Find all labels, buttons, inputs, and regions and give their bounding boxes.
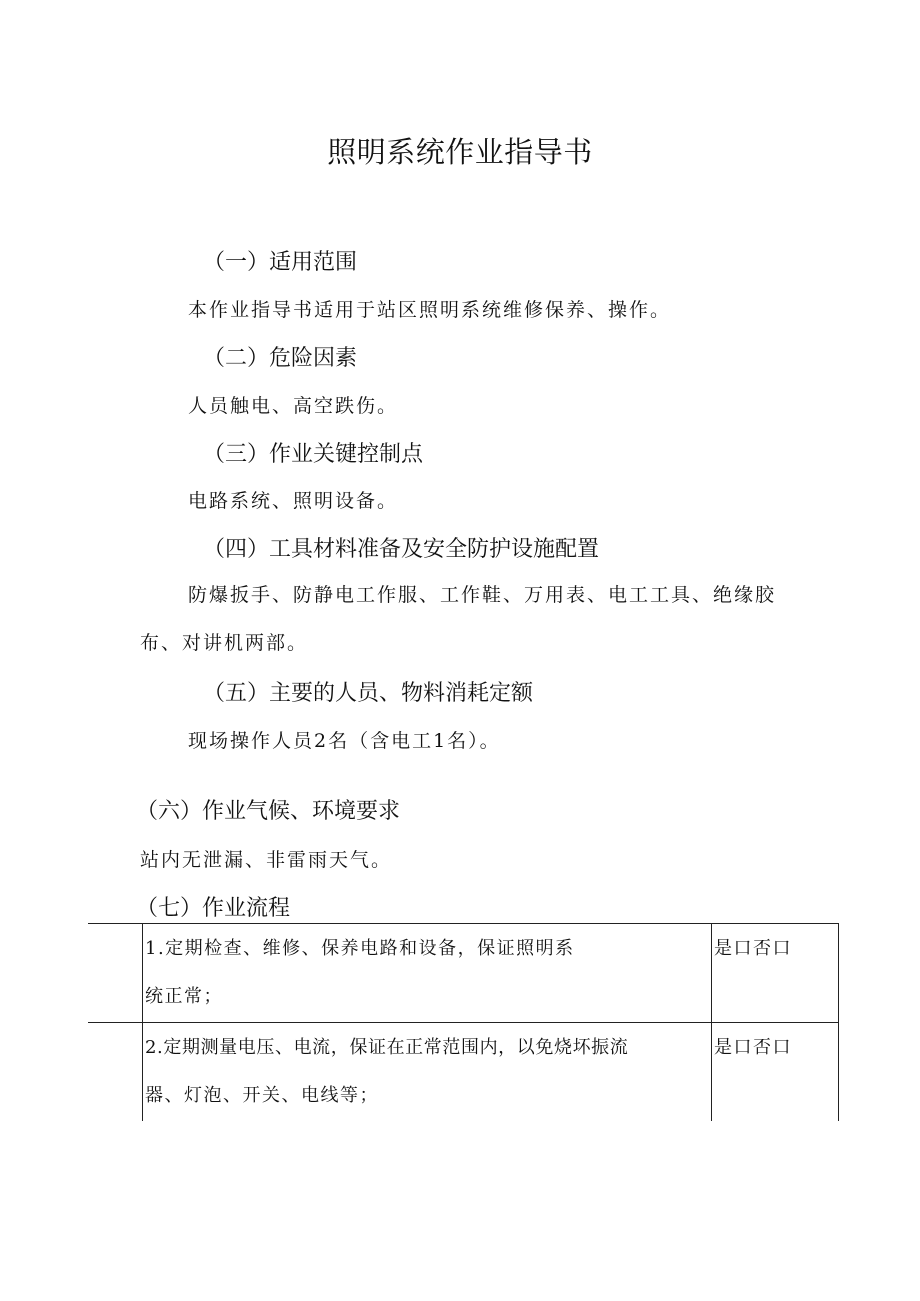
flow-step-line: 统正常； [145,986,223,1007]
flow-step-line: 2.定期测量电压、电流，保证在正常范围内，以免烧坏振流 [145,1037,629,1058]
flow-step-line: 器、灯泡、开关、电线等； [145,1085,379,1106]
section-body-1-line-1: 本作业指导书适用于站区照明系统维修保养、操作。 [188,299,672,321]
check-cell [712,1023,839,1122]
check-options: 是口否口 [714,1037,792,1058]
flow-step-cell [143,924,712,1023]
table-cell-blank [88,924,143,1023]
section-heading-4: （四）工具材料准备及安全防护设施配置 [203,537,600,562]
section-heading-2: （二）危险因素 [203,346,358,371]
section-heading-7: （七）作业流程 [136,896,291,921]
section-body-2-line-1: 人员触电、高空跌伤。 [188,395,399,417]
section-body-5-line-1: 现场操作人员2名（含电工1名）。 [188,730,501,752]
flow-step-line: 1.定期检查、维修、保养电路和设备，保证照明系 [145,938,575,959]
table-row [88,1023,839,1122]
table-cell-blank [88,1023,143,1122]
section-body-6-line-1: 站内无泄漏、非雷雨天气。 [140,849,393,871]
table-row [88,924,839,1023]
section-heading-1: （一）适用范围 [203,250,358,275]
section-heading-6: （六）作业气候、环境要求 [136,799,401,824]
work-flow-table [88,923,839,1121]
flow-step-cell [143,1023,712,1122]
section-heading-5: （五）主要的人员、物料消耗定额 [203,681,534,706]
check-options: 是口否口 [714,938,792,959]
check-cell [712,924,839,1023]
section-heading-3: （三）作业关键控制点 [203,442,424,467]
section-body-3-line-1: 电路系统、照明设备。 [188,490,399,512]
section-body-4-line-1: 防爆扳手、防静电工作服、工作鞋、万用表、电工工具、绝缘胶 [188,584,777,606]
section-body-4-line-2: 布、对讲机两部。 [140,632,309,654]
page-title: 照明系统作业指导书 [327,135,593,169]
